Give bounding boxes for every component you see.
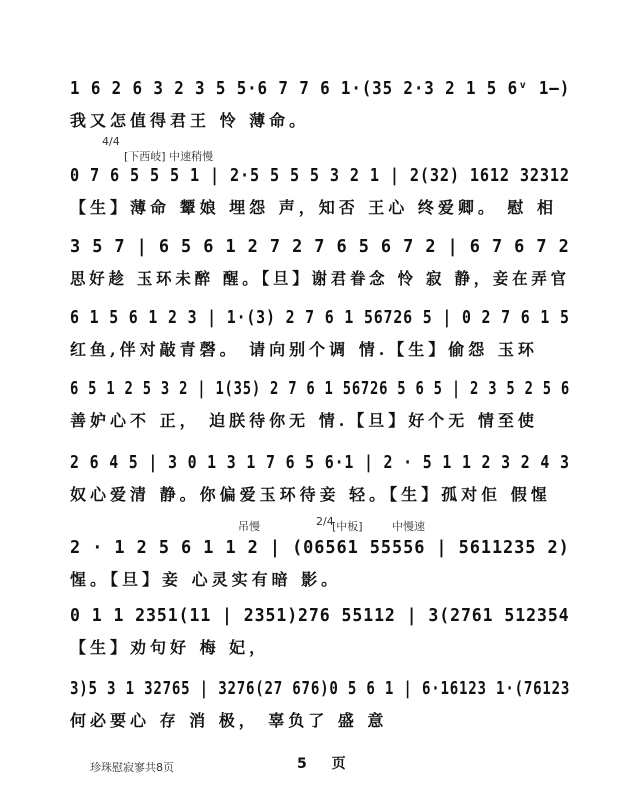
notes-line: 2 6 4 5 | 3 0 1 3 1 7 6 5 6·1 | 2 · 5 1 1 2 3 2 4 3 bbox=[70, 452, 570, 473]
lyric-line: 红鱼,伴对敲青磬。 请向别个调 情.【生】偷怨 玉环 bbox=[70, 340, 538, 359]
lyric-line: 何必要心 存 消 极， 辜负了 盛 意 bbox=[70, 711, 388, 730]
lyric-line: 惺。【旦】妾 心灵实有暗 影。 bbox=[70, 570, 342, 589]
notes-line: 6 5 1 2 5 3 2 | 1(35) 2 7 6 1 56726 5 6 5 | 2 3 5 2 5 6 bbox=[70, 378, 571, 399]
time-signature: 4/4 bbox=[102, 135, 120, 148]
notes-line: 6 1 5 6 1 2 3 | 1·(3) 2 7 6 1 56726 5 | 0 2 7 6 1 5 bbox=[70, 307, 570, 328]
lyric-line: 思好趁 玉环未醉 醒。【旦】谢君眷念 怜 寂 静，妾在弄官 bbox=[70, 269, 570, 288]
notes-line: 2 · 1 2 5 6 1 1 2 | (06561 55556 | 5611235 2) bbox=[70, 537, 570, 558]
lyric-line: 【生】薄命 颦娘 埋怨 声，知否 王心 终爱卿。 慰 相 bbox=[70, 198, 557, 217]
section-marking: [中板] bbox=[332, 520, 363, 533]
notes-line: 3 5 7 | 6 5 6 1 2 7 2 7 6 5 6 7 2 | 6 7 6 7 2 bbox=[70, 236, 570, 257]
notes-line: 0 7 6 5 5 5 1 | 2·5 5 5 5 3 2 1 | 2(32) 1612 32312 bbox=[70, 165, 570, 186]
tempo-marking-slow: 吊慢 bbox=[238, 520, 260, 533]
lyric-line: 奴心爱清 静。你偏爱玉环待妾 轻。【生】孤对佢 假惺 bbox=[70, 485, 551, 504]
page-number: 5 页 bbox=[297, 756, 356, 772]
lyric-line: 善妒心不 正， 迫朕待你无 情.【旦】好个无 情至使 bbox=[70, 411, 538, 430]
notes-line: 1 6 2 6 3 2 3 5 5·6 7 7 6 1·(35 2·3 2 1 5 6ᵛ 1—) bbox=[70, 78, 571, 99]
lyric-line: 【生】劝句好 梅 妃， bbox=[70, 638, 270, 657]
time-signature: 2/4 bbox=[316, 515, 334, 528]
tempo-marking-mid: 中慢速 bbox=[392, 520, 425, 533]
notes-line: 3)5 3 1 32765 | 3276(27 676)0 5 6 1 | 6·16123 1·(76123 bbox=[70, 678, 571, 699]
tempo-marking: [下西岐] 中速稍慢 bbox=[124, 150, 214, 163]
footer-title: 珍珠慰寂寥共8页 bbox=[90, 761, 174, 774]
lyric-line: 我又怎值得君王 怜 薄命。 bbox=[70, 111, 310, 130]
notes-line: 0 1 1 2351(11 | 2351)276 55112 | 3(2761 512354 bbox=[70, 605, 570, 626]
